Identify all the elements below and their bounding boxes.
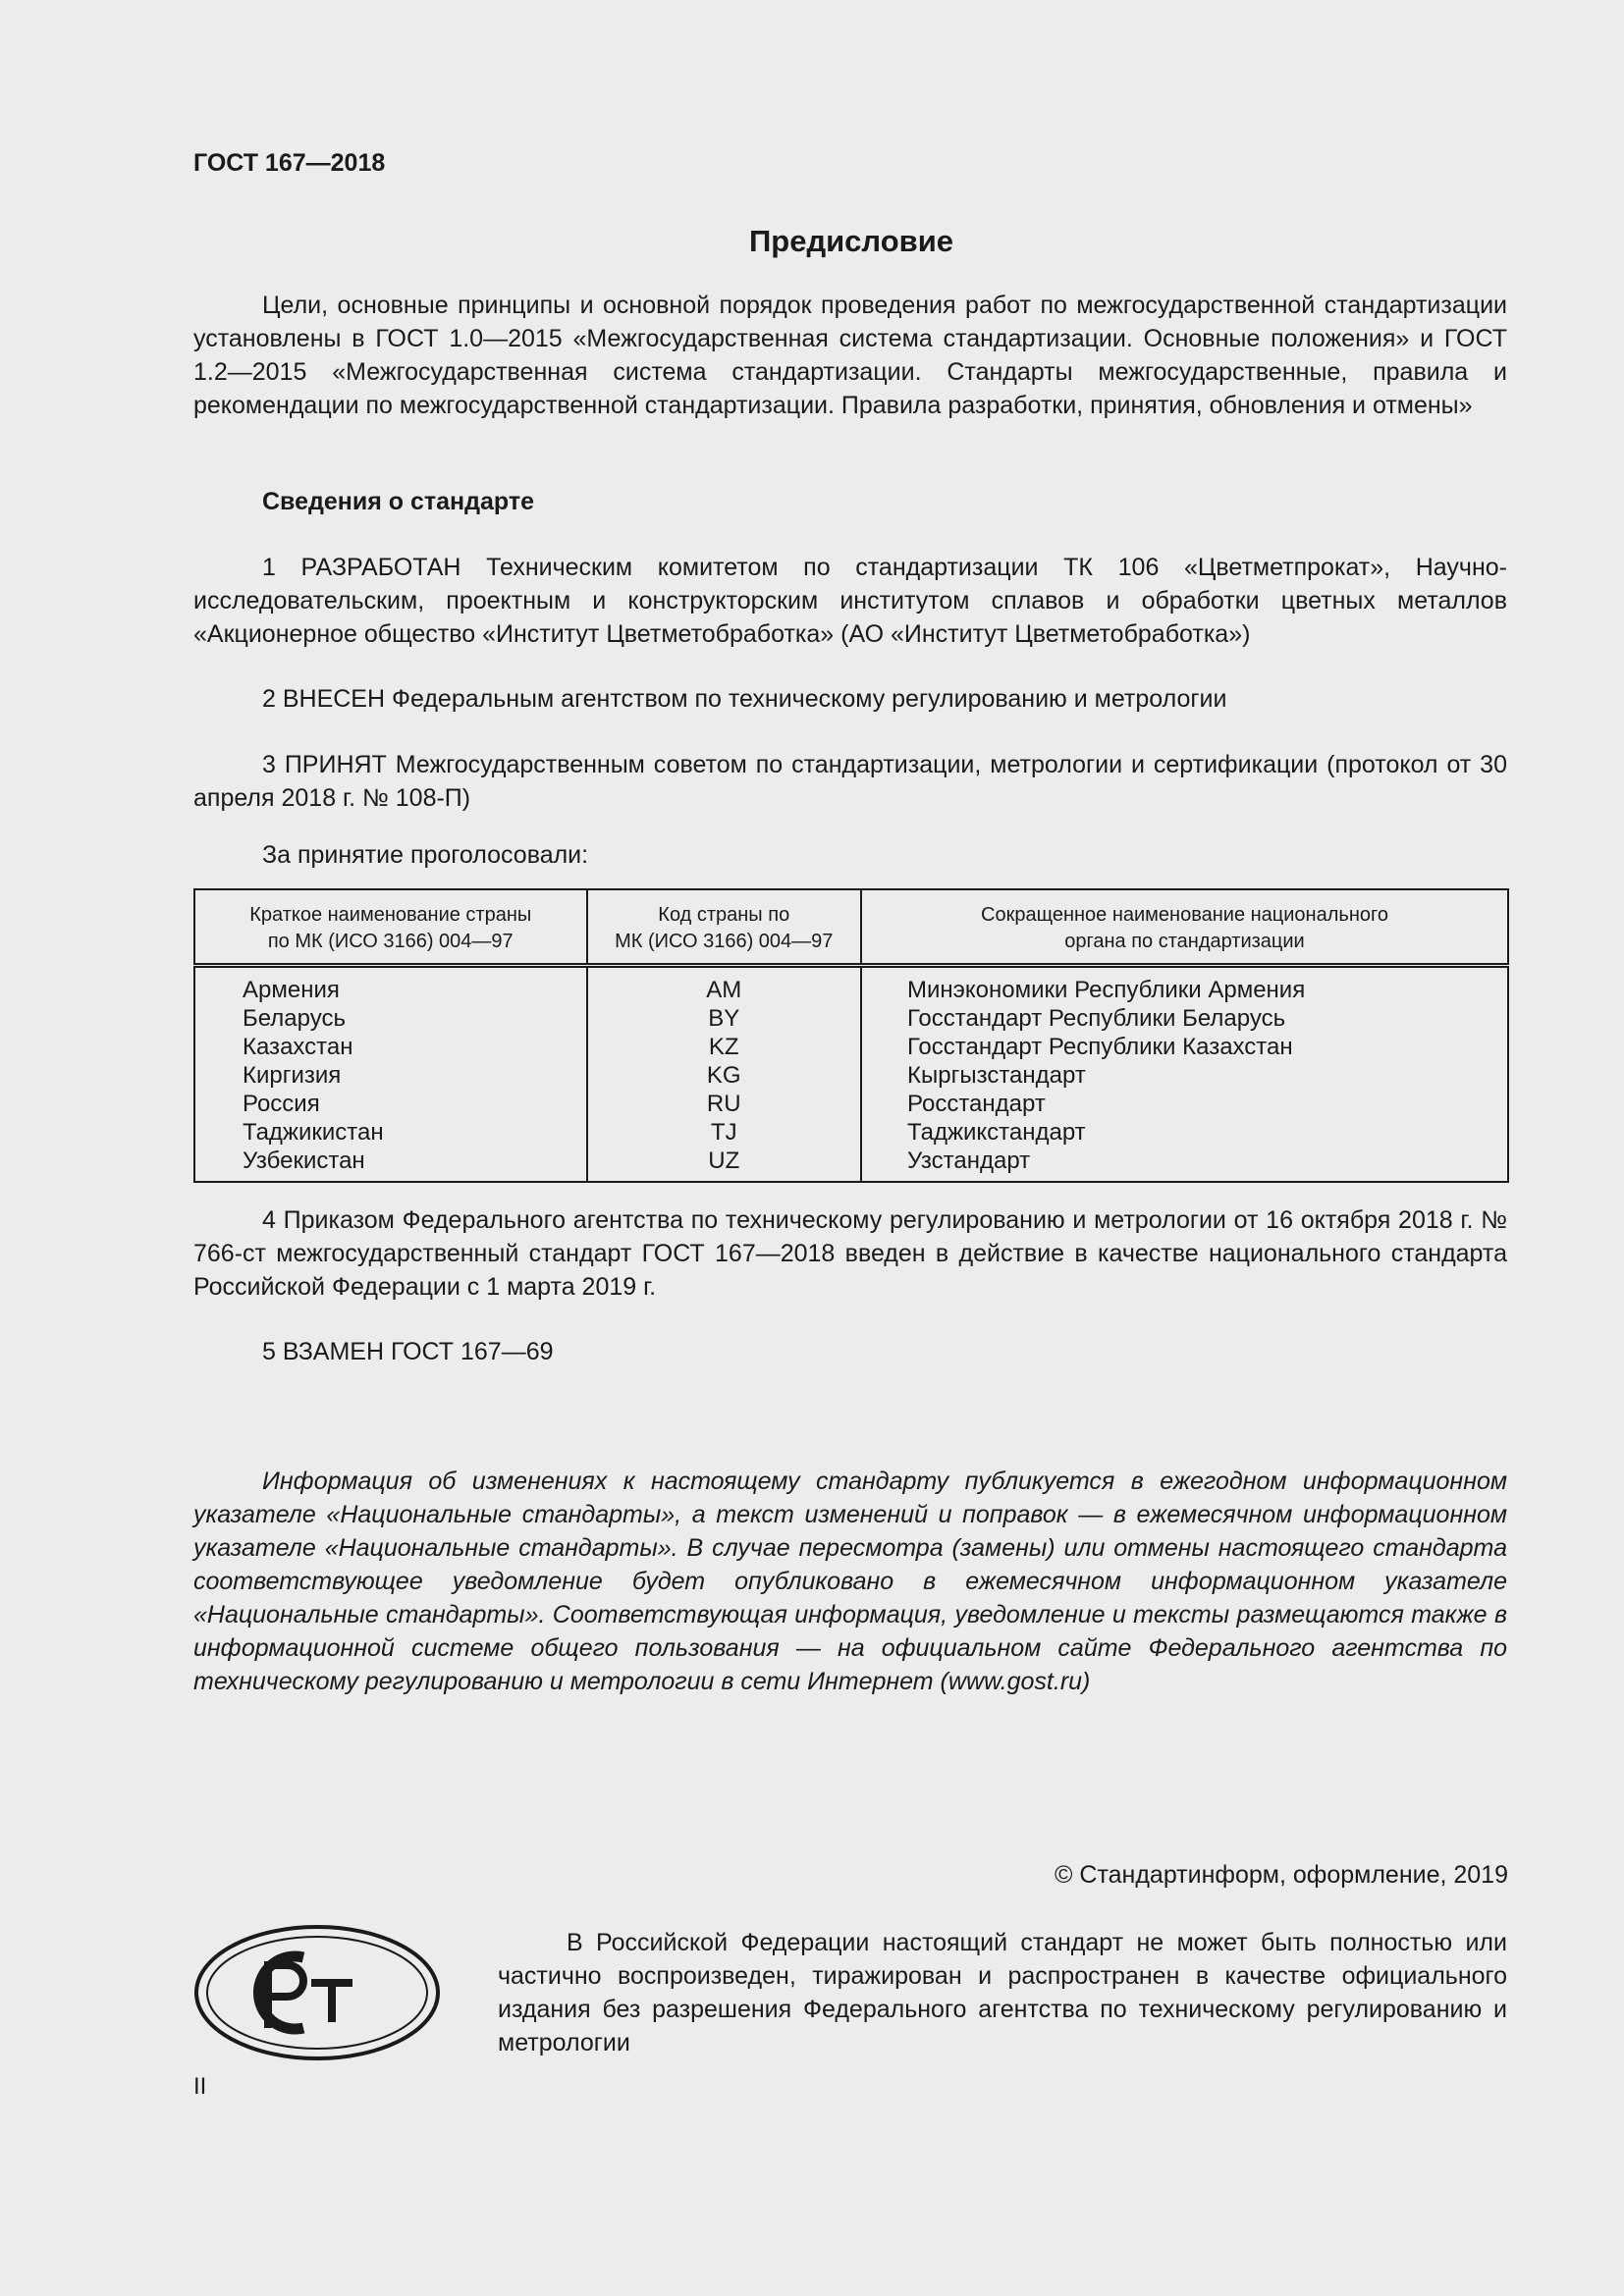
country-column [194, 966, 587, 1183]
body-cell: Госстандарт Республики Беларусь [907, 1005, 1286, 1032]
body-column [861, 966, 1508, 1183]
column-header-body: Сокращенное наименование национального органа по стандартизации [861, 889, 1508, 966]
body-cell: Узстандарт [907, 1148, 1031, 1174]
voting-countries-table [193, 888, 1509, 1183]
item-introduced: 2 ВНЕСЕН Федеральным агентством по техническому регулированию и метрологии [262, 685, 1227, 713]
body-cell: Минэкономики Республики Армения [907, 977, 1306, 1003]
info-notice: Информация об изменениях к настоящему стандарту публикуется в ежегодном информационном указателе «Национальные стандарты», а текст изменений и поправок — в ежемесячном информационном указателе «Национальные стандарты». В случае пересмотра (замены) или отмены настоящего стандарта соответствующее уведомление будет опубликовано в ежемесячном информационном указателе «Национальные стандарты». Соответствующая информация, уведомление и тексты размещаются также в информационной системе общего пользования — на официальном сайте Федерального агентства по техническому регулированию и метрологии в сети Интернет (www.gost.ru) [193, 1468, 1507, 1695]
rst-logo-icon [193, 1924, 441, 2061]
item-developed: 1 РАЗРАБОТАН Техническим комитетом по стандартизации ТК 106 «Цветметпрокат», Научно-исследовательским, проектным и конструкторским институтом сплавов и обработки цветных металлов «Акционерное общество «Институт Цветметобработка» (АО «Институт Цветметобработка») [193, 554, 1507, 648]
country-cell: Беларусь [243, 1005, 346, 1032]
section-heading: Сведения о стандарте [262, 488, 535, 515]
item-adopted: 3 ПРИНЯТ Межгосударственным советом по стандартизации, метрологии и сертификации (протокол от 30 апреля 2018 г. № 108-П) [193, 751, 1507, 812]
intro-paragraph: Цели, основные принципы и основной порядок проведения работ по межгосударственной стандартизации установлены в ГОСТ 1.0—2015 «Межгосударственная система стандартизации. Основные положения» и ГОСТ 1.2—2015 «Межгосударственная система стандартизации. Стандарты межгосударственные, правила и рекомендации по межгосударственной стандартизации. Правила разработки, принятия, обновления и отмены» [193, 292, 1507, 419]
body-cell: Кыргызстандарт [907, 1062, 1086, 1089]
column-header-country: Краткое наименование страны по МК (ИСО 3166) 004—97 [194, 889, 587, 966]
code-cell: KZ [708, 1034, 739, 1060]
body-cell: Росстандарт [907, 1091, 1046, 1117]
rights-notice: В Российской Федерации настоящий стандарт не может быть полностью или частично воспроизведен, тиражирован и распространен в качестве официального издания без разрешения Федерального агентства по техническому регулированию и метрологии [498, 1929, 1507, 2056]
code-cell: UZ [708, 1148, 740, 1174]
code-cell: BY [708, 1005, 740, 1032]
country-cell: Россия [243, 1091, 320, 1117]
code-cell: RU [706, 1091, 741, 1117]
country-cell: Таджикистан [243, 1119, 384, 1146]
table-row [194, 966, 1508, 1183]
body-cell: Госстандарт Республики Казахстан [907, 1034, 1293, 1060]
copyright: © Стандартинформ, оформление, 2019 [1055, 1861, 1508, 1889]
item-replaces: 5 ВЗАМЕН ГОСТ 167—69 [262, 1338, 554, 1365]
voted-label: За принятие проголосовали: [262, 841, 589, 869]
document-code-header: ГОСТ 167—2018 [193, 149, 386, 177]
code-cell: TJ [710, 1119, 737, 1146]
column-header-code: Код страны по МК (ИСО 3166) 004—97 [587, 889, 862, 966]
code-cell: KG [706, 1062, 741, 1089]
page-number: II [193, 2073, 207, 2100]
body-cell: Таджикстандарт [907, 1119, 1086, 1146]
page-title: Предисловие [748, 224, 953, 258]
country-cell: Киргизия [243, 1062, 342, 1089]
code-cell: AM [706, 977, 742, 1003]
table-header-row [194, 889, 1508, 966]
code-column [587, 966, 862, 1183]
country-cell: Армения [243, 977, 340, 1003]
country-cell: Узбекистан [243, 1148, 365, 1174]
item-order: 4 Приказом Федерального агентства по техническому регулированию и метрологии от 16 октября 2018 г. № 766-ст межгосударственный стандарт ГОСТ 167—2018 введен в действие в качестве национального стандарта Российской Федерации с 1 марта 2019 г. [193, 1206, 1507, 1301]
country-cell: Казахстан [243, 1034, 353, 1060]
